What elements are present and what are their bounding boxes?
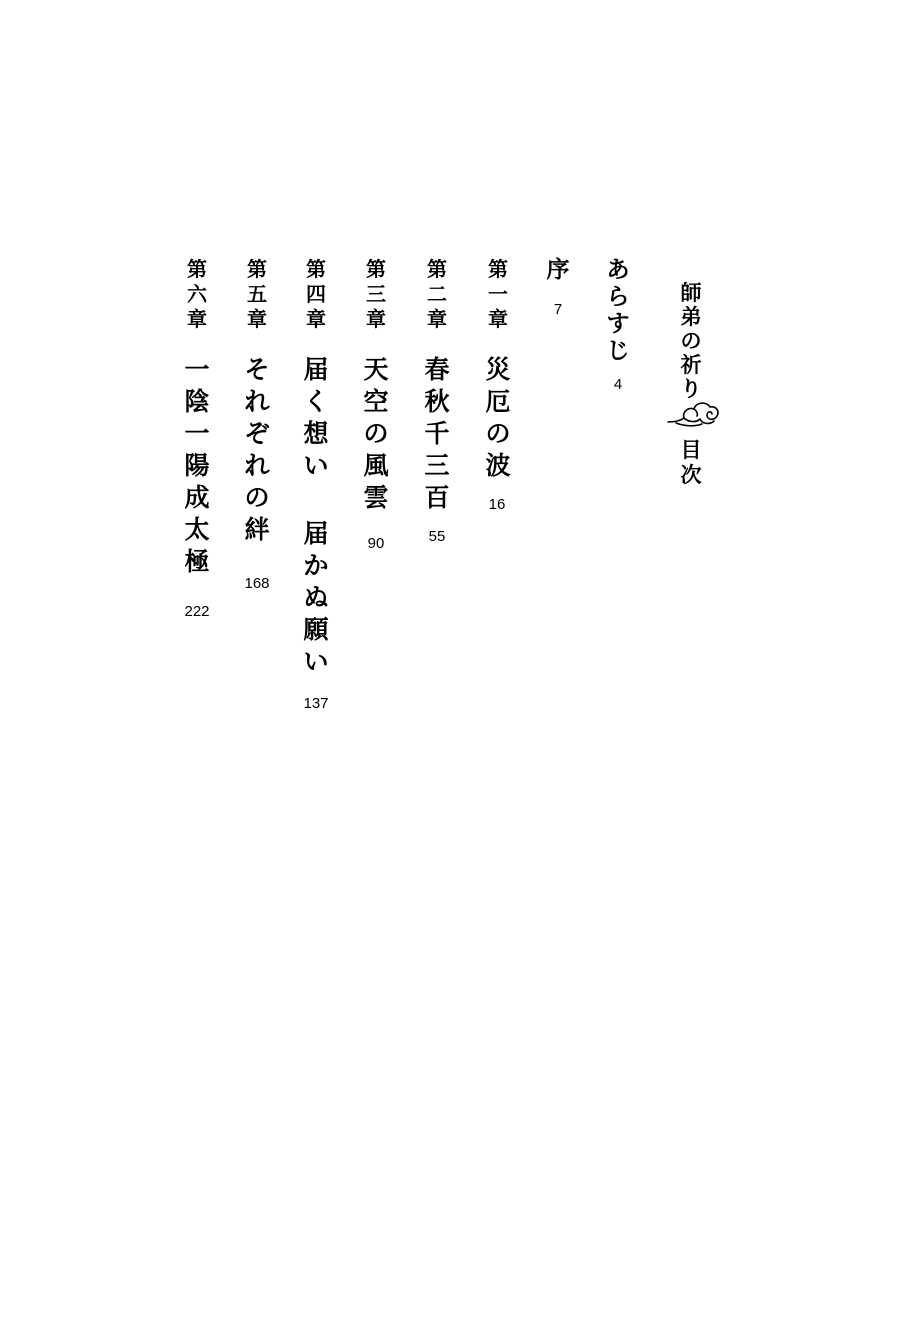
vertical-char: 第 — [366, 257, 386, 281]
chapter-title — [418, 357, 456, 510]
chapter-label — [481, 259, 515, 329]
chapter-label — [240, 259, 274, 329]
vertical-char: 一 — [184, 355, 210, 384]
vertical-char: 第 — [187, 257, 207, 281]
vertical-char: 二 — [427, 282, 447, 306]
page-number: 137 — [303, 695, 329, 712]
chapter-subtitle — [297, 521, 335, 674]
vertical-char: 第 — [427, 257, 447, 281]
vertical-char: 第 — [247, 257, 267, 281]
vertical-char: 想 — [303, 419, 329, 448]
cloud-ornament-icon — [664, 396, 722, 430]
vertical-char: 雲 — [363, 483, 389, 512]
vertical-char: じ — [606, 338, 630, 364]
vertical-char: れ — [244, 387, 270, 416]
vertical-char: 弟 — [680, 305, 702, 329]
vertical-char: 千 — [424, 419, 450, 448]
vertical-char: 三 — [424, 451, 450, 480]
vertical-char: 第 — [488, 257, 508, 281]
vertical-char: 極 — [184, 547, 210, 576]
chapter-title — [238, 357, 276, 542]
vertical-char: 師 — [680, 281, 702, 305]
vertical-char: の — [680, 329, 702, 353]
vertical-char: 陰 — [184, 387, 210, 416]
vertical-char: 百 — [424, 483, 450, 512]
chapter-title — [178, 357, 216, 574]
vertical-char: 章 — [488, 307, 508, 331]
vertical-char: 次 — [680, 463, 702, 487]
chapter-label — [299, 259, 333, 329]
chapter-title — [297, 357, 335, 478]
vertical-char: の — [485, 419, 511, 448]
vertical-char: ぞ — [244, 419, 270, 448]
vertical-char: 章 — [366, 307, 386, 331]
vertical-char: 秋 — [424, 387, 450, 416]
vertical-char: 祈 — [680, 353, 702, 377]
vertical-char: の — [244, 483, 270, 512]
vertical-char: い — [303, 647, 329, 676]
vertical-char: か — [303, 551, 329, 580]
vertical-char: 一 — [184, 419, 210, 448]
vertical-char: 一 — [488, 282, 508, 306]
vertical-char: 春 — [424, 355, 450, 384]
chapter-label — [180, 259, 214, 329]
page-number: 90 — [367, 535, 385, 552]
vertical-char: あ — [606, 257, 630, 283]
chapter-title — [479, 357, 517, 478]
vertical-char: い — [303, 451, 329, 480]
chapter-label — [420, 259, 454, 329]
chapter-title — [357, 357, 395, 510]
vertical-char: ぬ — [303, 583, 329, 612]
vertical-char: 届 — [303, 355, 329, 384]
vertical-char: 風 — [363, 451, 389, 480]
vertical-char: す — [606, 311, 630, 337]
vertical-char: 波 — [485, 451, 511, 480]
vertical-char: 序 — [546, 257, 570, 283]
vertical-char: 天 — [363, 355, 389, 384]
vertical-char: 第 — [306, 257, 326, 281]
page-number: 168 — [244, 575, 270, 592]
preface-title — [541, 259, 575, 282]
chapter-label — [359, 259, 393, 329]
vertical-char: の — [363, 419, 389, 448]
vertical-char: 章 — [306, 307, 326, 331]
book-title — [673, 283, 709, 400]
vertical-char: 章 — [187, 307, 207, 331]
vertical-char: 届 — [303, 519, 329, 548]
vertical-char: 成 — [184, 483, 210, 512]
vertical-char: 災 — [485, 355, 511, 384]
vertical-char: 空 — [363, 387, 389, 416]
page-number: 7 — [553, 301, 563, 318]
vertical-char: 四 — [306, 282, 326, 306]
vertical-char: く — [303, 387, 329, 416]
toc-heading — [673, 440, 709, 486]
vertical-char: 厄 — [485, 387, 511, 416]
page-number: 55 — [428, 528, 446, 545]
page-number: 16 — [488, 496, 506, 513]
vertical-char: 五 — [247, 282, 267, 306]
page-number: 4 — [613, 376, 623, 393]
vertical-char: 章 — [427, 307, 447, 331]
vertical-char: 三 — [366, 282, 386, 306]
vertical-char: 願 — [303, 615, 329, 644]
page-number: 222 — [184, 603, 210, 620]
vertical-char: 六 — [187, 282, 207, 306]
vertical-char: 太 — [184, 515, 210, 544]
vertical-char: れ — [244, 451, 270, 480]
vertical-char: そ — [244, 355, 270, 384]
vertical-char: 陽 — [184, 451, 210, 480]
vertical-char: 絆 — [244, 515, 270, 544]
vertical-char: ら — [606, 284, 630, 310]
vertical-char: 目 — [680, 438, 702, 462]
synopsis-title — [601, 259, 635, 363]
vertical-char: 章 — [247, 307, 267, 331]
vertical-char: り — [680, 377, 702, 401]
